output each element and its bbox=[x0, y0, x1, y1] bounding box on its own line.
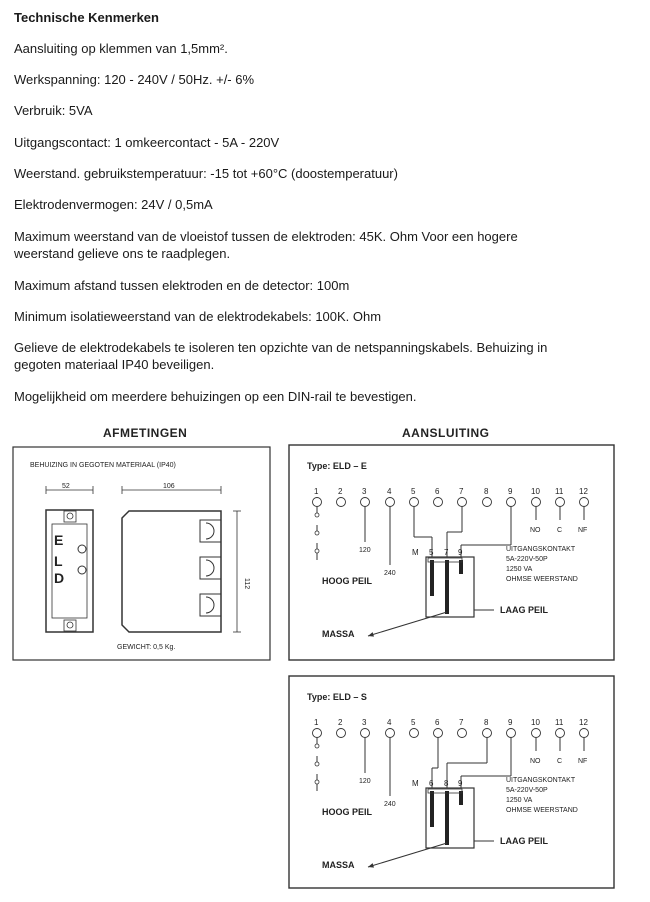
electrode-number: 7 bbox=[444, 548, 449, 557]
terminal-number: 12 bbox=[579, 487, 588, 496]
node-icon bbox=[315, 744, 319, 748]
spec-item: Maximum afstand tussen elektroden en de detector: 100m bbox=[14, 278, 350, 293]
housing-label: BEHUIZING IN GEGOTEN MATERIAAL (IP40) bbox=[30, 462, 176, 469]
node-icon bbox=[315, 762, 319, 766]
massa-label: MASSA bbox=[322, 860, 355, 870]
terminal-number: 9 bbox=[508, 487, 513, 496]
label-240: 240 bbox=[384, 801, 396, 808]
contact-c: C bbox=[557, 527, 563, 534]
terminal-icon bbox=[313, 498, 322, 507]
terminal-icon bbox=[458, 498, 467, 507]
label-120: 120 bbox=[359, 547, 371, 554]
terminal-icon bbox=[386, 729, 395, 738]
contact-nf: NF bbox=[578, 527, 588, 534]
electrode-number: 9 bbox=[458, 548, 463, 557]
dim-depth-label: 106 bbox=[163, 483, 175, 490]
terminal-icon bbox=[580, 729, 589, 738]
terminal-number: 3 bbox=[362, 487, 367, 496]
terminal-number: 5 bbox=[411, 718, 416, 727]
node-icon bbox=[315, 513, 319, 517]
terminal-number: 4 bbox=[387, 718, 392, 727]
letter-d: D bbox=[54, 570, 65, 586]
terminal-icon bbox=[458, 729, 467, 738]
terminal-number: 11 bbox=[555, 718, 564, 727]
terminal-number: 8 bbox=[484, 487, 489, 496]
diagram-frame-diagram_e bbox=[289, 445, 614, 660]
spec-item: Minimum isolatieweerstand van de elektrodekabels: 100K. Ohm bbox=[14, 309, 382, 324]
terminal-icon bbox=[434, 498, 443, 507]
terminal-icon bbox=[434, 729, 443, 738]
electrode-number: 9 bbox=[458, 779, 463, 788]
terminal-icon bbox=[507, 498, 516, 507]
electrode-rod bbox=[459, 791, 463, 805]
output-spec-line: 1250 VA bbox=[506, 566, 533, 573]
letter-e: E bbox=[54, 532, 64, 548]
massa-arrow bbox=[368, 612, 447, 636]
terminal-number: 2 bbox=[338, 487, 343, 496]
terminal-icon bbox=[313, 729, 322, 738]
contact-nf: NF bbox=[578, 758, 588, 765]
massa-arrow bbox=[368, 843, 447, 867]
terminal-number: 2 bbox=[338, 718, 343, 727]
output-spec-line: 5A-220V-50P bbox=[506, 556, 548, 563]
screw-icon bbox=[67, 622, 73, 628]
terminal-number: 8 bbox=[484, 718, 489, 727]
tank-diagram_e bbox=[426, 557, 474, 617]
spec-item: Weerstand. gebruikstemperatuur: -15 tot +60°C (doostemperatuur) bbox=[14, 166, 398, 181]
contact-no: NO bbox=[530, 527, 541, 534]
output-spec-line: 1250 VA bbox=[506, 797, 533, 804]
terminal-icon bbox=[532, 498, 541, 507]
m-label: M bbox=[412, 548, 419, 557]
terminal-number: 7 bbox=[459, 487, 464, 496]
terminal-number: 5 bbox=[411, 487, 416, 496]
terminal-icon bbox=[532, 729, 541, 738]
m-label: M bbox=[412, 779, 419, 788]
spec-item: Uitgangscontact: 1 omkeercontact - 5A - 220V bbox=[14, 135, 280, 150]
dim-width-label: 52 bbox=[62, 483, 70, 490]
letter-l: L bbox=[54, 553, 63, 569]
arrow-icon bbox=[368, 632, 374, 636]
terminal-icon bbox=[337, 729, 346, 738]
spec-item: Aansluiting op klemmen van 1,5mm². bbox=[14, 41, 228, 56]
terminal-icon bbox=[410, 498, 419, 507]
terminal-number: 1 bbox=[314, 718, 319, 727]
electrode-number: 8 bbox=[444, 779, 449, 788]
afmetingen-frame bbox=[13, 447, 270, 660]
terminal-number: 1 bbox=[314, 487, 319, 496]
output-spec-line: 5A-220V-50P bbox=[506, 787, 548, 794]
terminal-number: 11 bbox=[555, 487, 564, 496]
node-icon bbox=[315, 780, 319, 784]
terminal-icon bbox=[386, 498, 395, 507]
laag-peil-label: LAAG PEIL bbox=[500, 605, 549, 615]
terminal-number: 6 bbox=[435, 718, 440, 727]
diagram-frame-diagram_s bbox=[289, 676, 614, 888]
weight-label: GEWICHT: 0,5 Kg. bbox=[117, 644, 176, 651]
spec-item: Werkspanning: 120 - 240V / 50Hz. +/- 6% bbox=[14, 72, 255, 87]
label-120: 120 bbox=[359, 778, 371, 785]
screw-icon bbox=[67, 513, 73, 519]
electrode-rod bbox=[445, 560, 449, 614]
terminal-number: 3 bbox=[362, 718, 367, 727]
node-icon bbox=[315, 531, 319, 535]
aansluiting-caption: AANSLUITING bbox=[402, 426, 490, 440]
terminal-icon bbox=[580, 498, 589, 507]
terminal-number: 12 bbox=[579, 718, 588, 727]
terminal-icon bbox=[507, 729, 516, 738]
tank-diagram_s bbox=[426, 788, 474, 848]
dim-height-label: 112 bbox=[243, 578, 250, 590]
label-240: 240 bbox=[384, 570, 396, 577]
spec-item: Gelieve de elektrodekabels te isoleren ten opzichte van de netspanningskabels. Behuizing in gegoten materiaal IP40 beveiligen. bbox=[14, 340, 548, 372]
terminal-icon bbox=[361, 729, 370, 738]
electrode-number: 6 bbox=[429, 779, 434, 788]
terminal-icon bbox=[483, 498, 492, 507]
electrode-rod bbox=[445, 791, 449, 845]
electrode-number: 5 bbox=[429, 548, 434, 557]
type-label-diagram_e: Type: ELD – E bbox=[307, 461, 367, 471]
output-spec-line: OHMSE WEERSTAND bbox=[506, 807, 578, 814]
terminal-icon bbox=[337, 498, 346, 507]
front-view bbox=[46, 510, 93, 632]
side-view bbox=[122, 511, 221, 632]
terminal-icon bbox=[410, 729, 419, 738]
output-spec-line: UITGANGSKONTAKT bbox=[506, 546, 576, 553]
afmetingen-caption: AFMETINGEN bbox=[103, 426, 188, 440]
contact-no: NO bbox=[530, 758, 541, 765]
terminal-number: 10 bbox=[531, 487, 540, 496]
hoog-peil-label: HOOG PEIL bbox=[322, 807, 373, 817]
electrode-rod bbox=[430, 560, 434, 596]
output-spec-line: UITGANGSKONTAKT bbox=[506, 777, 576, 784]
arrow-icon bbox=[368, 863, 374, 867]
spec-item: Maximum weerstand van de vloeistof tussen de elektroden: 45K. Ohm Voor een hogere weerstand gelieve ons te raadplegen. bbox=[14, 229, 518, 261]
spec-item: Mogelijkheid om meerdere behuizingen op een DIN-rail te bevestigen. bbox=[14, 389, 417, 404]
terminal-number: 9 bbox=[508, 718, 513, 727]
terminal-icon bbox=[361, 498, 370, 507]
spec-item: Verbruik: 5VA bbox=[14, 103, 93, 118]
terminal-number: 10 bbox=[531, 718, 540, 727]
terminal-number: 4 bbox=[387, 487, 392, 496]
output-spec-line: OHMSE WEERSTAND bbox=[506, 576, 578, 583]
led-icon bbox=[78, 545, 86, 553]
spec-item: Elektrodenvermogen: 24V / 0,5mA bbox=[14, 197, 213, 212]
hoog-peil-label: HOOG PEIL bbox=[322, 576, 373, 586]
specs-title: Technische Kenmerken bbox=[14, 10, 159, 25]
terminal-icon bbox=[556, 498, 565, 507]
terminal-number: 6 bbox=[435, 487, 440, 496]
laag-peil-label: LAAG PEIL bbox=[500, 836, 549, 846]
led-icon bbox=[78, 566, 86, 574]
terminal-icon bbox=[556, 729, 565, 738]
massa-label: MASSA bbox=[322, 629, 355, 639]
electrode-rod bbox=[430, 791, 434, 827]
terminal-number: 7 bbox=[459, 718, 464, 727]
contact-c: C bbox=[557, 758, 563, 765]
electrode-rod bbox=[459, 560, 463, 574]
terminal-icon bbox=[483, 729, 492, 738]
type-label-diagram_s: Type: ELD – S bbox=[307, 692, 367, 702]
node-icon bbox=[315, 549, 319, 553]
